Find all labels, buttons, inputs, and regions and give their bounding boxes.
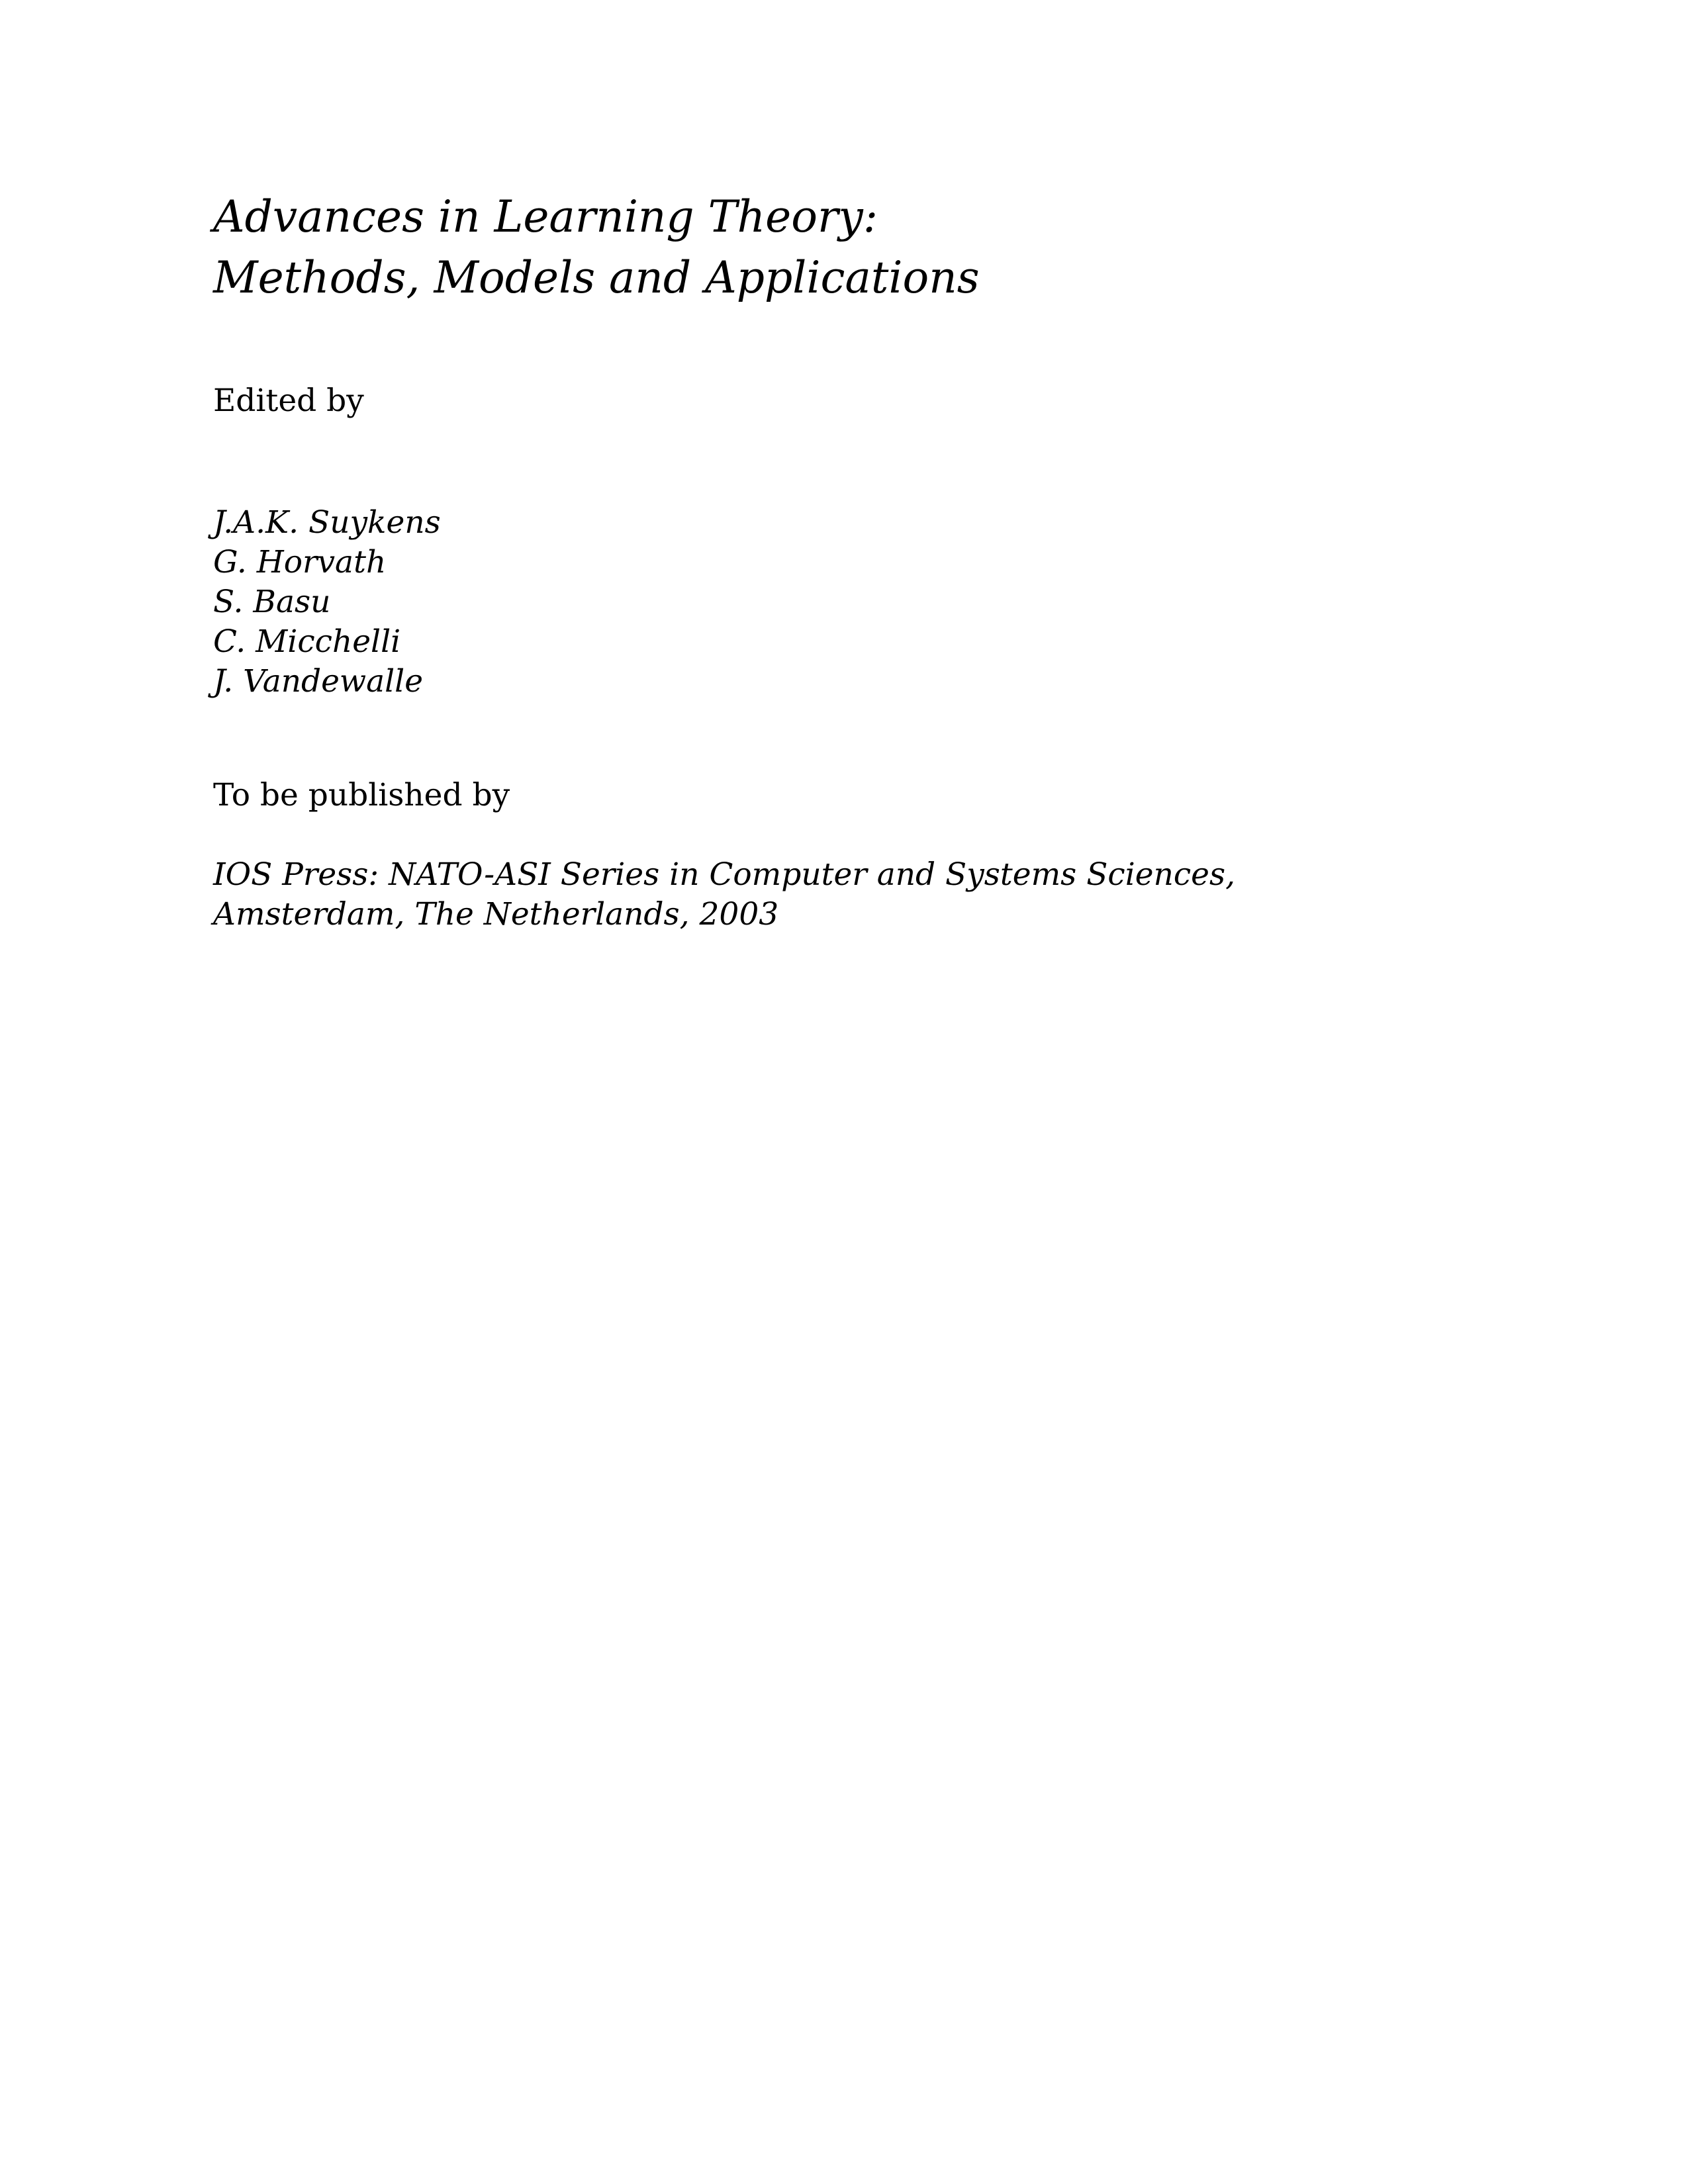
publisher-info [213, 855, 1235, 934]
editor-name: S. Basu [213, 584, 331, 620]
title-line-2: Methods, Models and Applications [213, 252, 980, 303]
editor-name: J. Vandewalle [213, 663, 424, 700]
title-line-1: Advances in Learning Theory: [213, 191, 878, 242]
editor-name: J.A.K. Suykens [213, 504, 441, 541]
editor-list [213, 503, 441, 702]
book-title [213, 187, 980, 308]
published-by-label: To be published by [213, 777, 510, 813]
editor-name: C. Micchelli [213, 623, 401, 660]
publisher-line-2: Amsterdam, The Netherlands, 2003 [213, 896, 779, 933]
edited-by-label: Edited by [213, 383, 364, 419]
editor-name: G. Horvath [213, 544, 387, 580]
publisher-line-1: IOS Press: NATO-ASI Series in Computer and Systems Sciences, [213, 856, 1236, 893]
